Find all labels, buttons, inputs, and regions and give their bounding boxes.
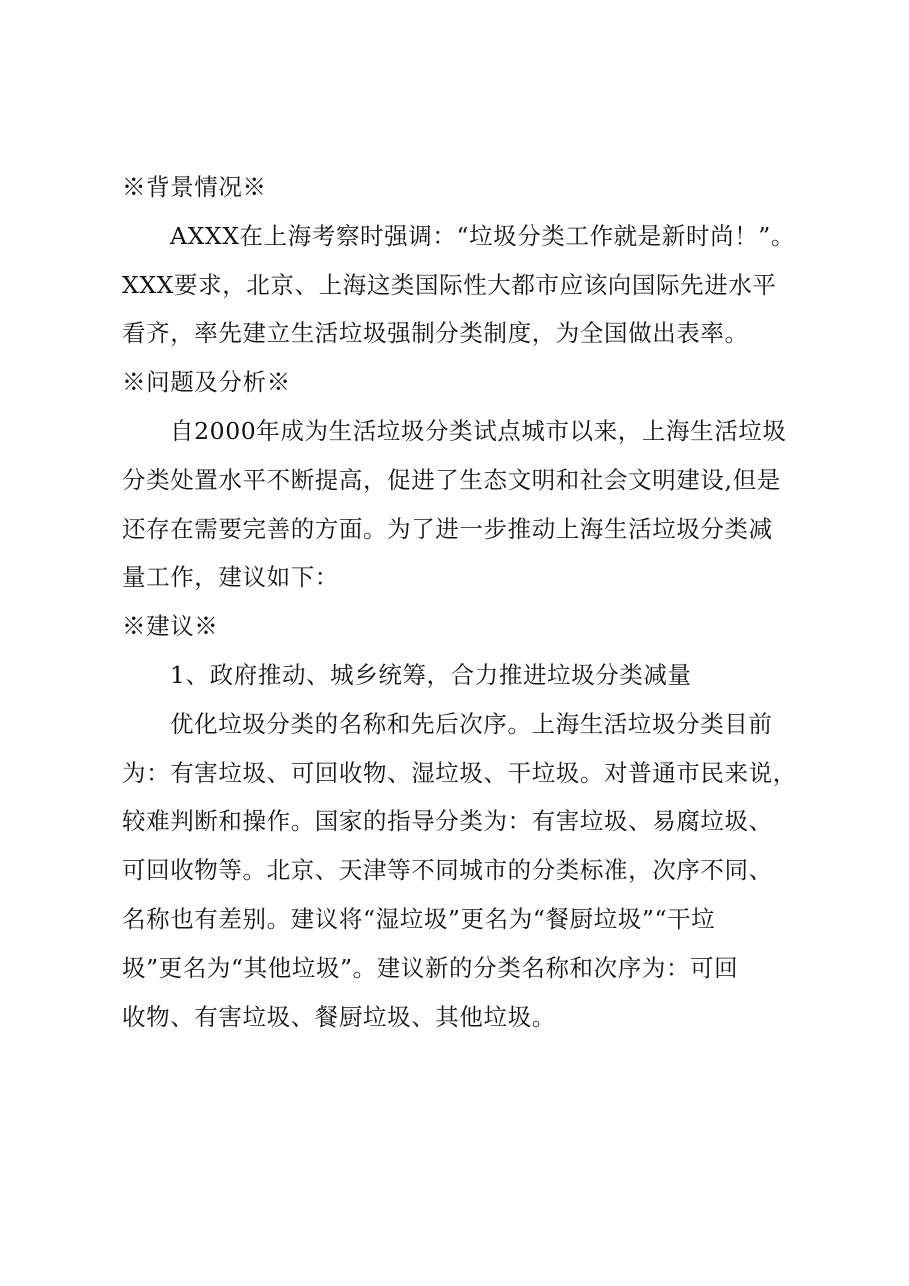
document-body xyxy=(122,163,802,1041)
paragraph-line: 圾”更名为“其他垃圾”。建议新的分类名称和次序为：可回 xyxy=(122,953,739,982)
paragraph-line: 自2000年成为生活垃圾分类试点城市以来，上海生活垃圾 xyxy=(170,416,787,445)
paragraph-line: 量工作，建议如下： xyxy=(122,563,339,592)
paragraph-line: XXX要求，北京、上海这类国际性大都市应该向国际先进水平 xyxy=(122,270,777,299)
paragraph-line: 较难判断和操作。国家的指导分类为：有害垃圾、易腐垃圾、 xyxy=(122,807,773,836)
suggestion-item-1 xyxy=(122,651,802,700)
suggestion-item-title: 1、政府推动、城乡统筹，合力推进垃圾分类减量 xyxy=(170,660,692,689)
problem-paragraph xyxy=(122,407,802,602)
paragraph-line: 为：有害垃圾、可回收物、湿垃圾、干垃圾。对普通市民来说， xyxy=(122,758,797,787)
suggestion-paragraph xyxy=(122,700,802,1042)
paragraph-line: 优化垃圾分类的名称和先后次序。上海生活垃圾分类目前 xyxy=(170,709,773,738)
paragraph-line: 分类处置水平不断提高，促进了生态文明和社会文明建设,但是 xyxy=(122,465,781,494)
section-heading-suggestion: ※建议※ xyxy=(122,612,219,641)
paragraph-line: 可回收物等。北京、天津等不同城市的分类标准，次序不同、 xyxy=(122,856,773,885)
paragraph-line: 名称也有差别。建议将“湿垃圾”更名为“餐厨垃圾”“干垃 xyxy=(122,904,716,933)
section-heading-background: ※背景情况※ xyxy=(122,173,267,201)
section-heading-problem: ※问题及分析※ xyxy=(122,368,291,397)
background-paragraph xyxy=(122,212,802,358)
paragraph-line: 还存在需要完善的方面。为了进一步推动上海生活垃圾分类减 xyxy=(122,514,773,543)
paragraph-line: 看齐，率先建立生活垃圾强制分类制度，为全国做出表率。 xyxy=(122,319,749,348)
paragraph-line: AXXX在上海考察时强调：“垃圾分类工作就是新时尚！”。 xyxy=(170,221,795,250)
paragraph-line: 收物、有害垃圾、餐厨垃圾、其他垃圾。 xyxy=(122,1002,556,1031)
